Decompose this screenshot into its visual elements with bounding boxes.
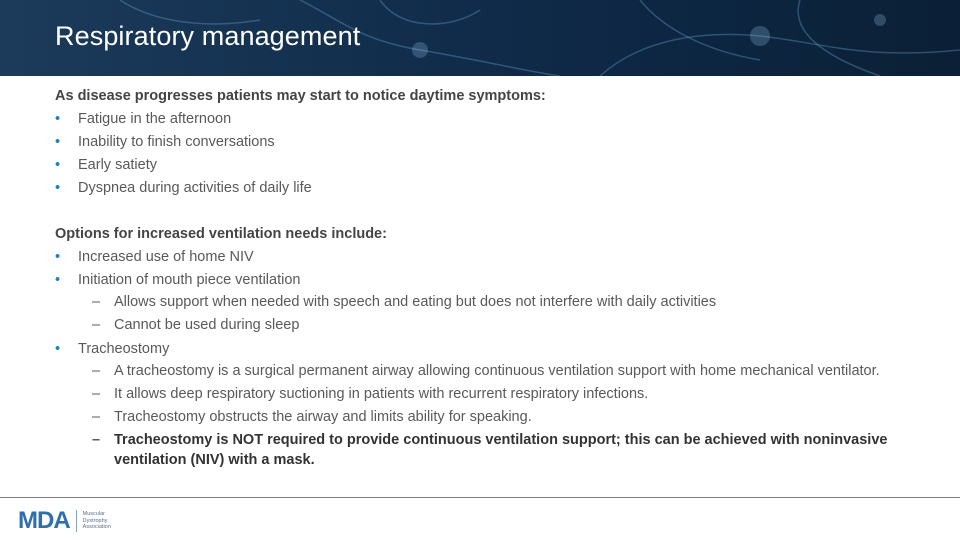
sub-list-item-emphasis [55, 430, 915, 470]
list-item [55, 154, 915, 177]
mda-logo [18, 508, 111, 534]
list-item [55, 338, 915, 361]
bullet-icon: • [55, 272, 61, 288]
bullet-icon: • [55, 180, 61, 196]
sub-list-item [55, 407, 915, 427]
section1-heading: As disease progresses patients may start to notice daytime symptoms: [55, 88, 546, 104]
sub-list-item [55, 384, 915, 404]
dash-icon: – [92, 317, 101, 333]
logo-line-1: Muscular [82, 511, 105, 518]
section2-heading: Options for increased ventilation needs include: [55, 226, 387, 242]
list-item [55, 269, 915, 292]
bullet-icon: • [55, 341, 61, 357]
bullet-text: Dyspnea during activities of daily life [78, 180, 312, 196]
sub-item-text: A tracheostomy is a surgical permanent airway allowing continuous ventilation support with home mechanical ventilator. [114, 363, 880, 379]
sub-item-text: Tracheostomy is NOT required to provide continuous ventilation support; this can be achieved with noninvasive ventilation (NIV) with a mask. [114, 432, 888, 468]
bullet-text: Early satiety [78, 157, 157, 173]
sub-item-text: It allows deep respiratory suctioning in patients with recurrent respiratory infections. [114, 386, 649, 402]
dash-icon: – [92, 294, 101, 310]
bullet-icon: • [55, 249, 61, 265]
footer-divider [0, 497, 960, 498]
bullet-text: Tracheostomy [78, 341, 170, 357]
list-item [55, 246, 915, 269]
list-item [55, 177, 915, 200]
list-item [55, 131, 915, 154]
logo-mark: MDA [18, 507, 70, 534]
dash-icon: – [92, 432, 101, 448]
slide-title: Respiratory management [55, 21, 361, 51]
slide-content [55, 85, 915, 473]
dash-icon: – [92, 386, 101, 402]
sub-list-item [55, 361, 915, 381]
bullet-text: Inability to finish conversations [78, 134, 275, 150]
bullet-text: Initiation of mouth piece ventilation [78, 272, 301, 288]
sub-item-text: Allows support when needed with speech and eating but does not interfere with daily activities [114, 294, 717, 310]
sub-item-text: Cannot be used during sleep [114, 317, 300, 333]
sub-list-item [55, 315, 915, 335]
logo-divider [76, 510, 77, 532]
logo-line-3: Association [82, 524, 111, 531]
sub-item-text: Tracheostomy obstructs the airway and limits ability for speaking. [114, 409, 532, 425]
bullet-icon: • [55, 111, 61, 127]
header-banner [0, 0, 960, 76]
sub-list-item [55, 292, 915, 312]
logo-wordmark [83, 511, 111, 531]
dash-icon: – [92, 409, 101, 425]
dash-icon: – [92, 363, 101, 379]
bullet-text: Increased use of home NIV [78, 249, 254, 265]
bullet-icon: • [55, 134, 61, 150]
bullet-text: Fatigue in the afternoon [78, 111, 232, 127]
list-item [55, 108, 915, 131]
logo-line-2: Dystrophy [82, 517, 108, 524]
bullet-icon: • [55, 157, 61, 173]
